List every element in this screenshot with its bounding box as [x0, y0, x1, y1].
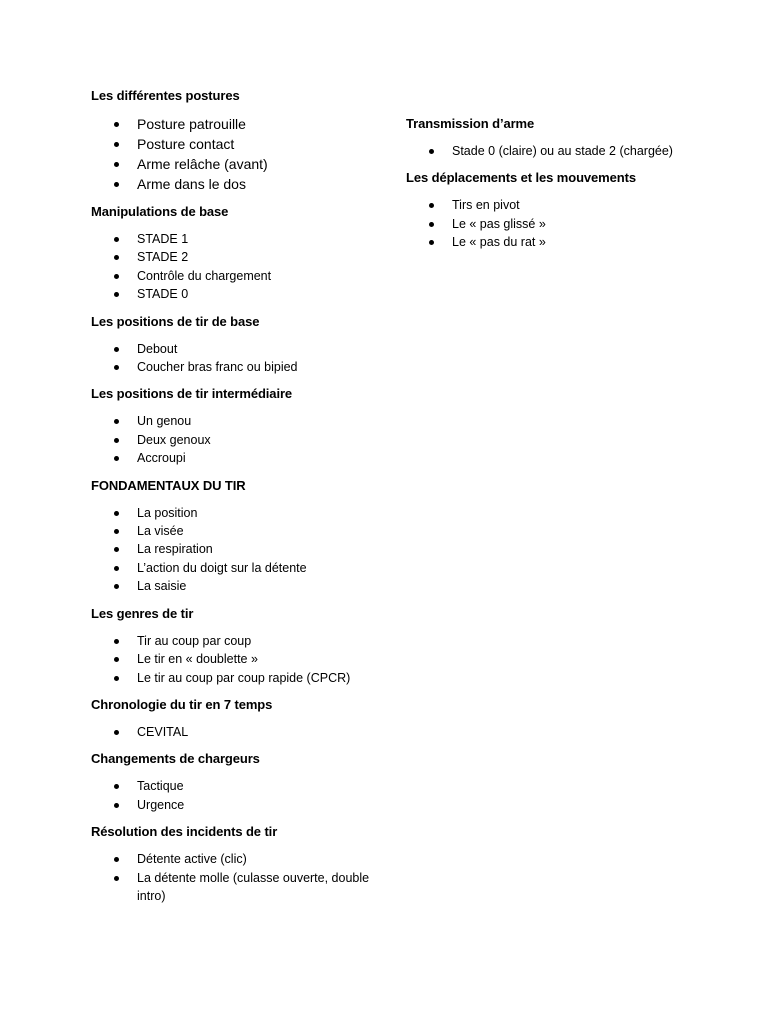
section-postures [91, 88, 381, 194]
list-item-text: Contrôle du chargement [137, 268, 272, 283]
bullet-icon [114, 730, 119, 735]
bullet-icon [114, 584, 119, 589]
list-item [406, 196, 706, 214]
list-item-text: La visée [137, 524, 184, 539]
bullet-icon [114, 529, 119, 534]
list-item [91, 522, 381, 540]
list-item-text: Tirs en pivot [452, 198, 520, 213]
section-deplacements [406, 170, 706, 251]
list-item-text: Tactique [137, 779, 184, 794]
list-item [91, 449, 381, 467]
section-heading: Les genres de tir [91, 605, 194, 621]
section-fondamentaux [91, 478, 381, 596]
bullet-icon [114, 182, 119, 187]
list-item [406, 215, 706, 233]
bullet-list [91, 504, 381, 596]
bullet-list [91, 723, 381, 741]
bullet-list [91, 340, 381, 377]
list-item-text: Stade 0 (claire) ou au stade 2 (chargée) [452, 144, 673, 158]
section-manipulations [91, 204, 381, 304]
section-heading: Les différentes postures [91, 88, 240, 103]
section-incidents [91, 824, 381, 905]
bullet-icon [114, 511, 119, 516]
list-item-text: La détente molle (culasse ouverte, double intro) [137, 870, 370, 903]
bullet-icon [114, 876, 119, 881]
list-item [406, 233, 706, 251]
bullet-icon [114, 857, 119, 862]
list-item-text: Urgence [137, 797, 185, 812]
list-item [91, 154, 381, 174]
list-item [91, 412, 381, 430]
bullet-icon [114, 676, 119, 681]
bullet-icon [429, 240, 434, 245]
list-item-text: Posture contact [137, 136, 235, 152]
bullet-list [406, 142, 706, 160]
bullet-icon [114, 347, 119, 352]
list-item-text: Le tir en « doublette » [137, 652, 258, 667]
list-item-text: La position [137, 505, 198, 520]
list-item-text: Accroupi [137, 451, 186, 466]
list-item-text: STADE 2 [137, 250, 189, 265]
list-item [91, 723, 381, 741]
list-item [91, 267, 381, 285]
list-item-text: Arme dans le dos [137, 176, 246, 192]
section-heading: Changements de chargeurs [91, 751, 260, 767]
section-heading: Transmission d’arme [406, 116, 535, 131]
bullet-list [91, 412, 381, 467]
list-item-text: Le « pas du rat » [452, 235, 546, 250]
section-heading: Les déplacements et les mouvements [406, 170, 636, 186]
section-heading: Résolution des incidents de tir [91, 824, 278, 840]
bullet-icon [114, 255, 119, 260]
list-item-text: Le « pas glissé » [452, 216, 546, 231]
bullet-icon [114, 419, 119, 424]
bullet-icon [429, 222, 434, 227]
list-item-text: La saisie [137, 579, 187, 594]
list-item-text: Deux genoux [137, 432, 211, 447]
section-genres [91, 606, 381, 687]
bullet-list [91, 850, 381, 905]
list-item-text: Un genou [137, 414, 192, 429]
list-item [91, 559, 381, 577]
list-item [91, 431, 381, 449]
bullet-icon [114, 122, 119, 127]
bullet-icon [114, 438, 119, 443]
list-item [91, 340, 381, 358]
left-column [91, 88, 381, 915]
list-item-text: Coucher bras franc ou bipied [137, 360, 298, 375]
bullet-icon [114, 142, 119, 147]
list-item [91, 632, 381, 650]
list-item [91, 669, 381, 687]
list-item [91, 577, 381, 595]
list-item-text: Posture patrouille [137, 116, 246, 132]
bullet-icon [114, 365, 119, 370]
list-item [91, 358, 381, 376]
bullet-list [91, 230, 381, 304]
bullet-icon [429, 203, 434, 208]
list-item-text: Le tir au coup par coup rapide (CPCR) [137, 670, 351, 685]
bullet-icon [114, 657, 119, 662]
list-item [91, 134, 381, 154]
bullet-icon [114, 456, 119, 461]
bullet-list [91, 114, 381, 194]
section-chargeurs [91, 751, 381, 814]
bullet-list [406, 196, 706, 251]
bullet-icon [114, 547, 119, 552]
right-column [406, 116, 706, 262]
section-positions-intermediaire [91, 386, 381, 467]
list-item [91, 114, 381, 134]
bullet-icon [429, 149, 434, 154]
bullet-icon [114, 566, 119, 571]
bullet-icon [114, 292, 119, 297]
list-item-text: Arme relâche (avant) [137, 156, 268, 172]
list-item [91, 230, 381, 248]
list-item [91, 504, 381, 522]
list-item [91, 796, 381, 814]
list-item-text: Tir au coup par coup [137, 633, 252, 648]
list-item-text: STADE 1 [137, 232, 189, 246]
list-item [406, 142, 706, 160]
list-item-text: CEVITAL [137, 724, 189, 739]
list-item [91, 174, 381, 194]
list-item-text: L’action du doigt sur la détente [137, 560, 307, 575]
list-item [91, 285, 381, 303]
bullet-icon [114, 639, 119, 644]
section-transmission [406, 116, 706, 160]
bullet-icon [114, 274, 119, 279]
list-item [91, 650, 381, 668]
list-item-text: Debout [137, 341, 178, 356]
section-heading: FONDAMENTAUX DU TIR [91, 477, 246, 493]
list-item [91, 850, 381, 868]
section-heading: Les positions de tir de base [91, 313, 260, 329]
list-item [91, 869, 381, 906]
section-heading: Chronologie du tir en 7 temps [91, 696, 273, 712]
bullet-icon [114, 237, 119, 242]
bullet-list [91, 777, 381, 814]
section-heading: Les positions de tir intermédiaire [91, 386, 293, 402]
section-positions-base [91, 314, 381, 377]
section-chronologie [91, 697, 381, 741]
bullet-icon [114, 784, 119, 789]
list-item-text: STADE 0 [137, 287, 189, 302]
list-item-text: Détente active (clic) [137, 852, 247, 867]
list-item [91, 248, 381, 266]
list-item [91, 777, 381, 795]
list-item [91, 540, 381, 558]
bullet-list [91, 632, 381, 687]
bullet-icon [114, 162, 119, 167]
section-heading: Manipulations de base [91, 204, 229, 219]
bullet-icon [114, 803, 119, 808]
list-item-text: La respiration [137, 542, 213, 557]
